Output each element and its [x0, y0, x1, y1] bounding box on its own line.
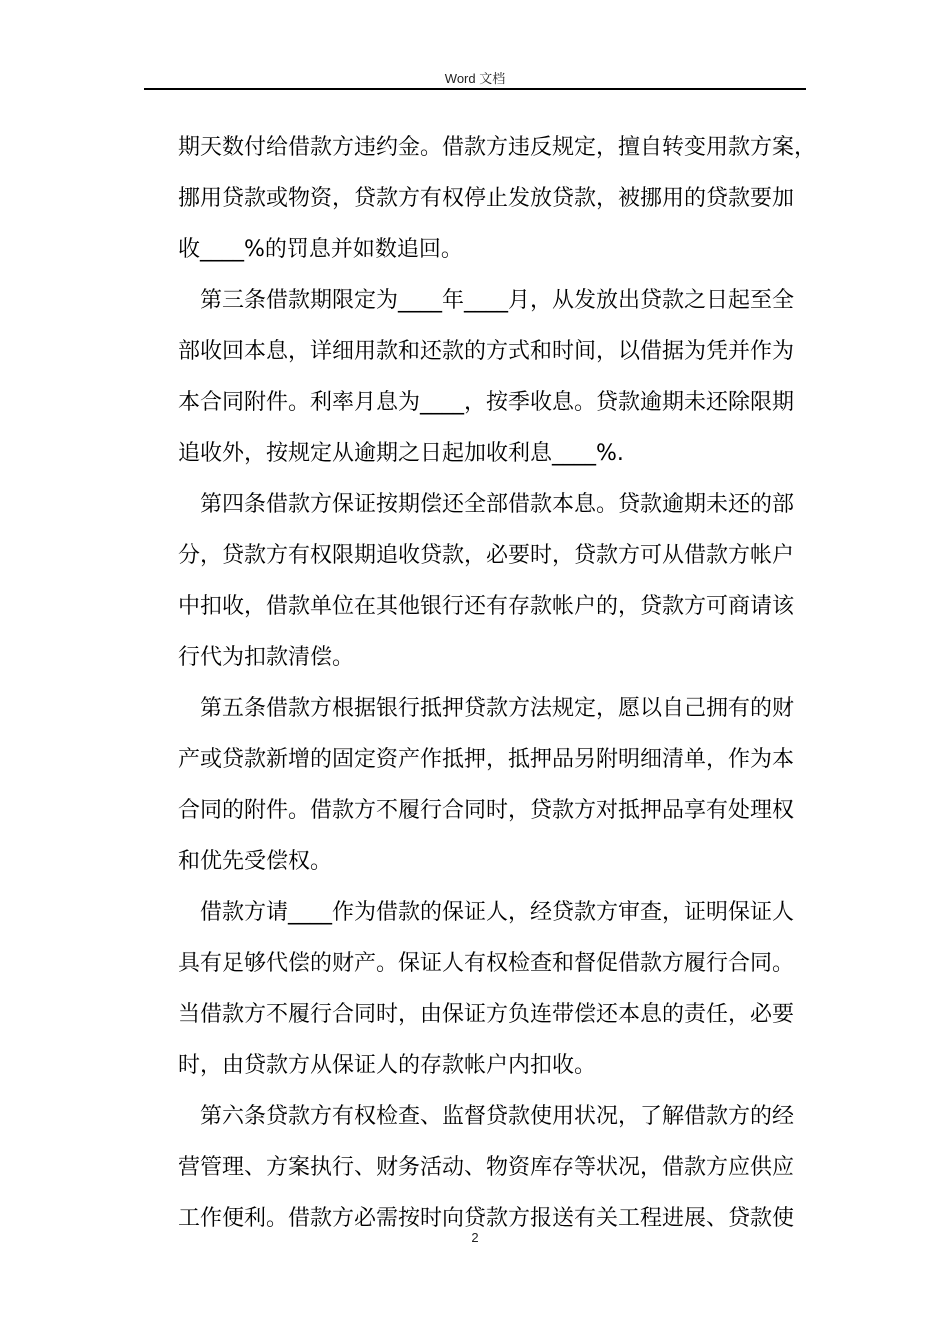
text-line: 第三条借款期限定为____年____月，从发放出贷款之日起至全	[200, 288, 795, 313]
text-line: 中扣收，借款单位在其他银行还有存款帐户的，贷款方可商请该	[178, 594, 795, 619]
text-line: 本合同附件。利率月息为____，按季收息。贷款逾期未还除限期	[178, 390, 795, 415]
text-line: 第四条借款方保证按期偿还全部借款本息。贷款逾期未还的部	[200, 492, 795, 517]
text-line: 时，由贷款方从保证人的存款帐户内扣收。	[178, 1053, 597, 1078]
text-line: 工作便利。借款方必需按时向贷款方报送有关工程进展、贷款使	[178, 1206, 795, 1231]
text-line: 当借款方不履行合同时，由保证方负连带偿还本息的责任，必要	[178, 1002, 795, 1027]
text-line: 产或贷款新增的固定资产作抵押，抵押品另附明细清单，作为本	[178, 747, 795, 772]
text-line: 行代为扣款清偿。	[178, 645, 355, 670]
text-line: 分，贷款方有权限期追收贷款，必要时，贷款方可从借款方帐户	[178, 543, 795, 568]
text-line: 具有足够代偿的财产。保证人有权检查和督促借款方履行合同。	[178, 951, 795, 976]
header-divider	[144, 88, 806, 90]
text-line: 挪用贷款或物资，贷款方有权停止发放贷款，被挪用的贷款要加	[178, 186, 795, 211]
document-body	[178, 122, 817, 1244]
text-line: 收____%的罚息并如数追回。	[178, 237, 463, 262]
header-title: Word 文档	[444, 71, 506, 86]
text-line: 营管理、方案执行、财务活动、物资库存等状况，借款方应供应	[178, 1155, 795, 1180]
text-line: 期天数付给借款方违约金。借款方违反规定，擅自转变用款方案，	[178, 135, 817, 160]
text-line: 合同的附件。借款方不履行合同时，贷款方对抵押品享有处理权	[178, 798, 795, 823]
page-number: 2	[471, 1230, 479, 1245]
text-line: 追收外，按规定从逾期之日起加收利息____%.	[178, 441, 624, 466]
text-line: 第六条贷款方有权检查、监督贷款使用状况，了解借款方的经	[200, 1104, 795, 1129]
text-line: 和优先受偿权。	[178, 849, 333, 874]
text-line: 第五条借款方根据银行抵押贷款方法规定，愿以自己拥有的财	[200, 696, 795, 721]
text-line: 部收回本息，详细用款和还款的方式和时间，以借据为凭并作为	[178, 339, 795, 364]
text-line: 借款方请____作为借款的保证人，经贷款方审查，证明保证人	[200, 900, 795, 925]
